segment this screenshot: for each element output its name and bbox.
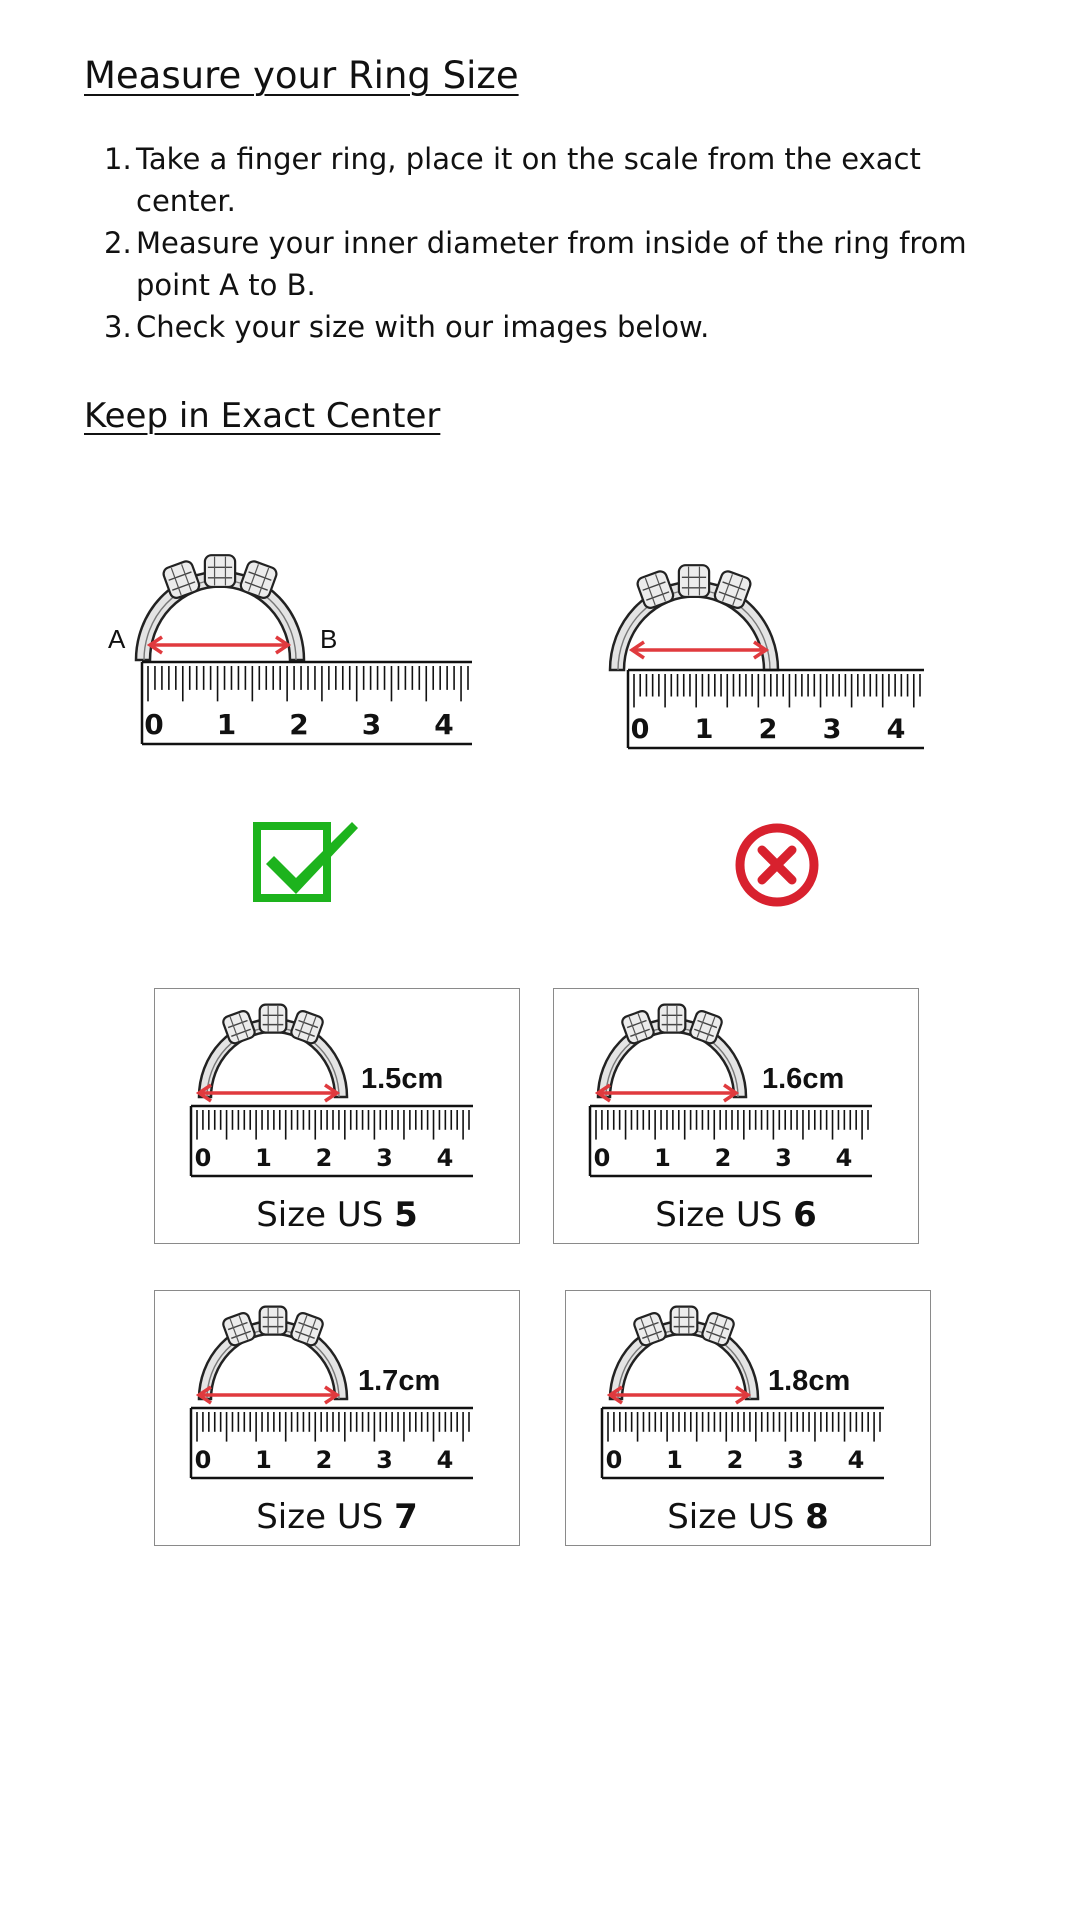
scale-number: 3	[822, 714, 842, 745]
step-text: Take a finger ring, place it on the scale from the exact center.	[136, 142, 921, 218]
scale-number: 1	[216, 708, 237, 741]
ring-on-scale-incorrect	[580, 510, 940, 750]
measure-arrow	[598, 1085, 736, 1101]
measurement-label: 1.8cm	[768, 1365, 851, 1397]
scale-number: 3	[775, 1144, 792, 1172]
instructions-list	[0, 138, 1000, 348]
check-icon	[252, 816, 362, 906]
scale-number: 0	[605, 1446, 623, 1474]
ruler	[602, 1408, 884, 1478]
size-card-us-5	[154, 988, 520, 1244]
ruler	[590, 1106, 872, 1176]
scale-number: 4	[847, 1446, 865, 1474]
ring-scale-illustration	[155, 1291, 521, 1491]
ruler	[628, 670, 924, 748]
scale-number: 4	[886, 714, 906, 745]
size-card-us-6	[553, 988, 919, 1244]
scale-number: 2	[758, 714, 778, 745]
section-title: Keep in Exact Center	[84, 396, 441, 436]
scale-number: 0	[144, 708, 164, 741]
list-item	[0, 222, 1000, 306]
step-number: 1.	[104, 142, 132, 176]
point-a-label: A	[108, 624, 126, 654]
scale-number: 0	[194, 1446, 212, 1474]
size-card-us-7	[154, 1290, 520, 1546]
ring-on-scale-correct	[90, 520, 490, 750]
x-circle-icon	[734, 822, 820, 908]
step-number: 2.	[104, 226, 132, 260]
scale-number: 1	[255, 1446, 272, 1474]
scale-number: 1	[694, 714, 714, 745]
size-card-us-8	[565, 1290, 931, 1546]
scale-number: 3	[787, 1446, 804, 1474]
measure-arrow	[150, 637, 288, 653]
scale-number: 3	[376, 1446, 393, 1474]
size-label: Size US 6	[655, 1195, 817, 1235]
size-label: Size US 8	[667, 1497, 829, 1537]
scale-number: 1	[654, 1144, 671, 1172]
ruler	[191, 1106, 473, 1176]
step-text: Check your size with our images below.	[136, 310, 710, 344]
scale-number: 3	[361, 708, 382, 741]
ring-drawing	[199, 1005, 347, 1097]
page-title: Measure your Ring Size	[84, 54, 519, 97]
ring-drawing	[610, 1307, 758, 1399]
ring-scale-illustration	[155, 989, 521, 1189]
size-label: Size US 5	[256, 1195, 418, 1235]
scale-number: 2	[315, 1446, 333, 1474]
measure-arrow	[632, 642, 766, 658]
scale-number: 4	[436, 1446, 454, 1474]
ruler	[191, 1408, 473, 1478]
scale-number: 4	[436, 1144, 454, 1172]
ring-drawing	[610, 565, 778, 670]
scale-number: 0	[630, 714, 650, 745]
measure-arrow	[199, 1387, 337, 1403]
scale-number: 2	[289, 708, 309, 741]
scale-number: 1	[666, 1446, 683, 1474]
scale-number: 0	[593, 1144, 611, 1172]
list-item	[0, 306, 1000, 348]
scale-number: 2	[714, 1144, 732, 1172]
step-number: 3.	[104, 310, 132, 344]
ruler	[142, 662, 472, 744]
measurement-label: 1.6cm	[762, 1063, 845, 1095]
point-b-label: B	[320, 624, 338, 654]
scale-number: 1	[255, 1144, 272, 1172]
scale-number: 4	[835, 1144, 853, 1172]
scale-number: 2	[726, 1446, 744, 1474]
list-item	[0, 138, 1000, 222]
measurement-label: 1.5cm	[361, 1063, 444, 1095]
ring-scale-illustration	[566, 1291, 932, 1491]
ring-drawing	[199, 1307, 347, 1399]
measurement-label: 1.7cm	[358, 1365, 441, 1397]
scale-number: 4	[434, 708, 454, 741]
ring-drawing	[598, 1005, 746, 1097]
ring-scale-illustration	[554, 989, 920, 1189]
step-text: Measure your inner diameter from inside of the ring from point A to B.	[136, 226, 967, 302]
scale-number: 3	[376, 1144, 393, 1172]
measure-arrow	[610, 1387, 748, 1403]
scale-number: 2	[315, 1144, 333, 1172]
measure-arrow	[199, 1085, 337, 1101]
scale-number: 0	[194, 1144, 212, 1172]
size-label: Size US 7	[256, 1497, 418, 1537]
